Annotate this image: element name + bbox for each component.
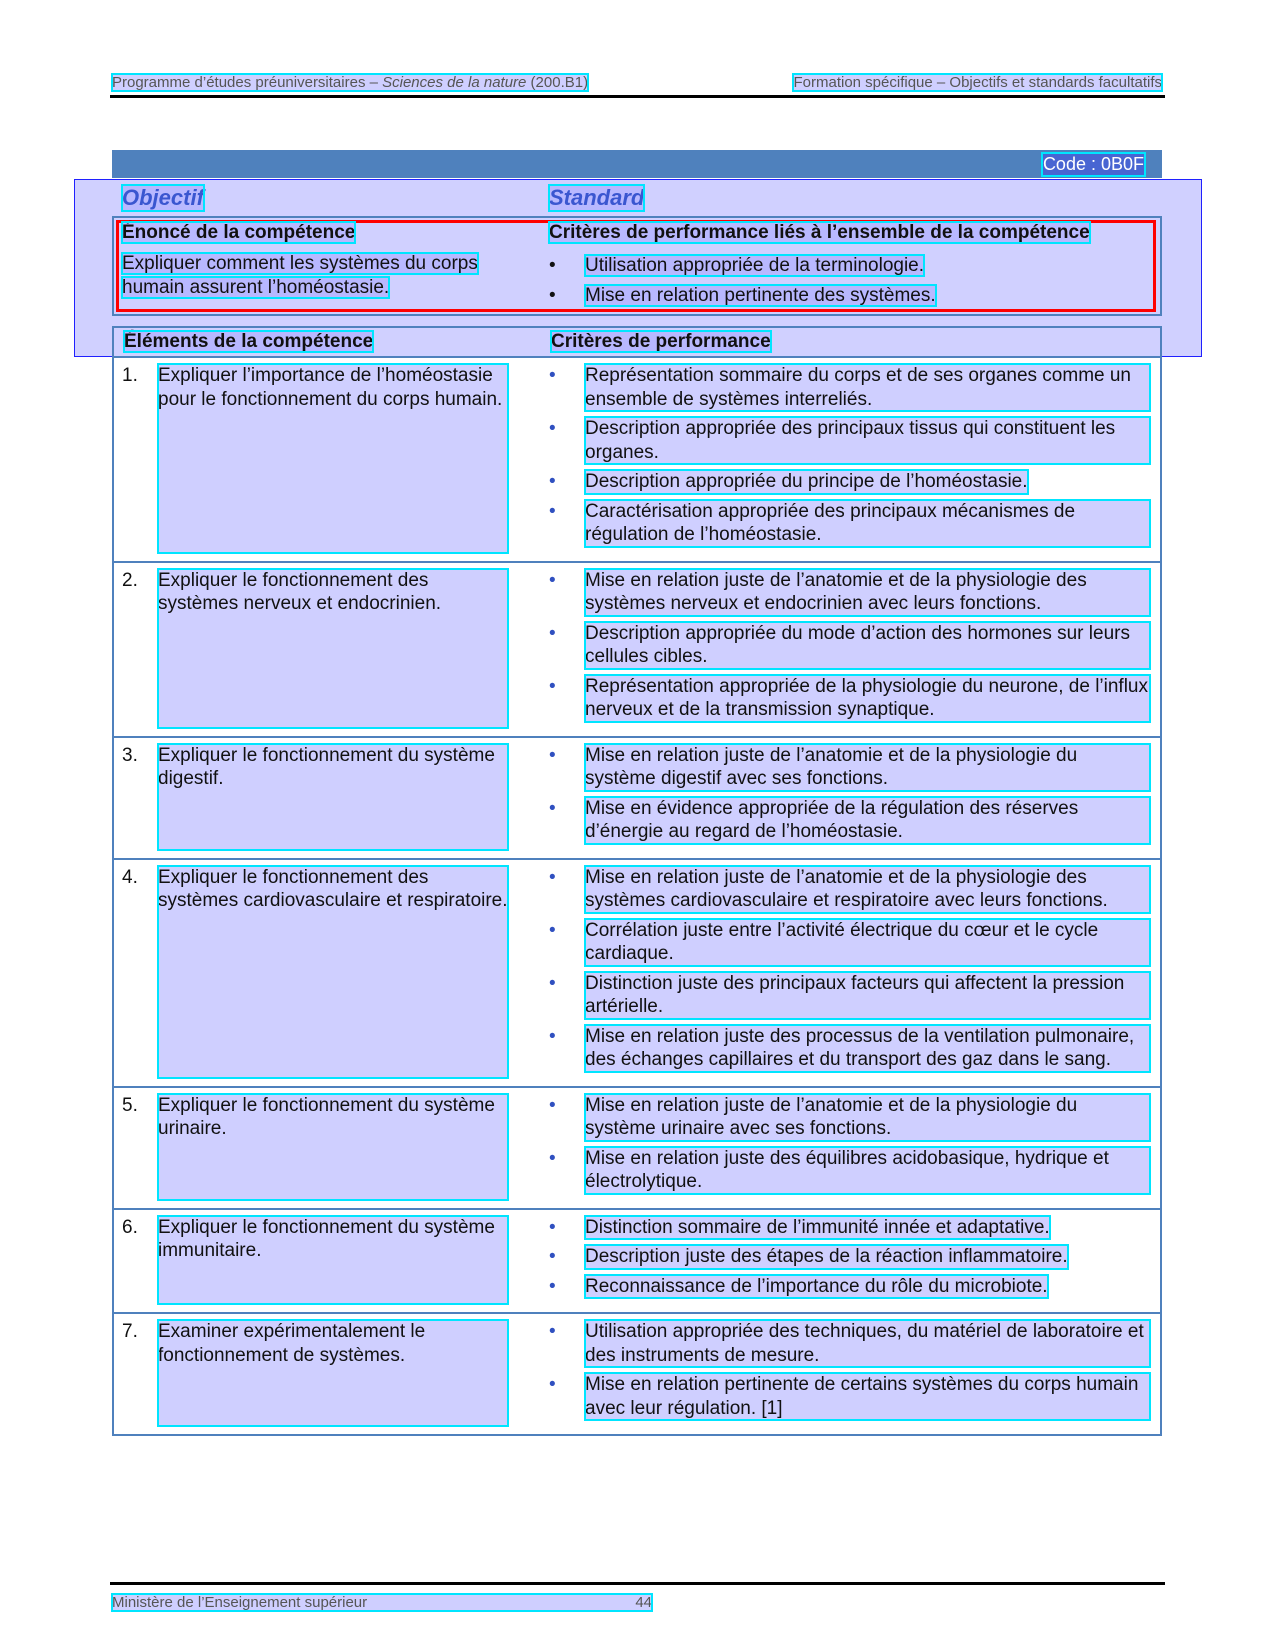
- bullet-icon: •: [549, 972, 556, 994]
- element-number: 1.: [122, 365, 138, 386]
- criteria-list: [549, 1216, 1160, 1305]
- criteria-list: [549, 866, 1160, 1078]
- table-row: [114, 1210, 1160, 1315]
- criterion-item: [549, 470, 1150, 494]
- criterion-text: Mise en relation juste de l’anatomie et de la physiologie du système urinaire avec ses fonctions.: [585, 1094, 1150, 1141]
- criterion-item: [549, 1216, 1150, 1240]
- criteria-list: [549, 364, 1160, 553]
- standard-label: Standard: [549, 185, 645, 210]
- criterion-item: [549, 622, 1150, 669]
- element-text: Expliquer le fonctionnement du système urinaire.: [158, 1094, 508, 1200]
- element-number: 6.: [122, 1216, 138, 1238]
- bullet-icon: •: [549, 1275, 556, 1297]
- criterion-text: Description juste des étapes de la réaction inflammatoire.: [585, 1246, 1068, 1267]
- criterion-text: Mise en évidence appropriée de la régulation des réserves d’énergie au regard de l’homéostasie.: [585, 797, 1150, 844]
- criterion: Mise en relation pertinente des systèmes.: [585, 285, 936, 306]
- element-text: Expliquer le fonctionnement du système immunitaire.: [158, 1216, 508, 1305]
- bullet-icon: •: [549, 1246, 556, 1267]
- element-text: Examiner expérimentalement le fonctionnement de systèmes.: [158, 1320, 508, 1426]
- competency-element: [114, 866, 549, 1078]
- criterion-text: Distinction sommaire de l’immunité innée et adaptative.: [585, 1216, 1050, 1238]
- criterion-item: [549, 1320, 1150, 1367]
- element-number: 4.: [122, 866, 138, 888]
- element-text: Expliquer le fonctionnement des systèmes cardiovasculaire et respiratoire.: [158, 866, 508, 1078]
- competency-element: [114, 1320, 549, 1426]
- criterion-item: [549, 1275, 1150, 1299]
- page-footer: [112, 1594, 652, 1611]
- bullet-icon: •: [549, 1374, 556, 1395]
- bullet-icon: •: [549, 919, 556, 941]
- element-number: 3.: [122, 744, 138, 766]
- header-program: Programme d’études préuniversitaires – Sciences de la nature (200.B1): [112, 74, 589, 91]
- elements-table-header: [114, 328, 1160, 358]
- bullet-icon: •: [549, 1147, 556, 1169]
- criterion-item: [549, 1094, 1150, 1141]
- bullet-icon: •: [549, 255, 556, 276]
- criterion: Utilisation appropriée de la terminologie.: [585, 255, 925, 276]
- bullet-icon: •: [549, 744, 556, 766]
- criterion-text: Mise en relation juste de l’anatomie et de la physiologie du système digestif avec ses fonctions.: [585, 744, 1150, 791]
- element-text: Expliquer le fonctionnement des systèmes nerveux et endocrinien.: [158, 569, 508, 728]
- table-row: [114, 1088, 1160, 1210]
- element-text: Expliquer le fonctionnement du système digestif.: [158, 744, 508, 850]
- header-section: Formation spécifique – Objectifs et standards facultatifs: [793, 74, 1162, 91]
- element-text: Expliquer l’importance de l’homéostasie pour le fonctionnement du corps humain.: [158, 364, 508, 553]
- criterion-text: Description appropriée du mode d’action des hormones sur leurs cellules cibles.: [585, 622, 1150, 669]
- criterion-item: [549, 972, 1150, 1019]
- criterion-text: Reconnaissance de l’importance du rôle du microbiote.: [585, 1275, 1048, 1297]
- competency-element: [114, 569, 549, 728]
- criterion-item: [549, 866, 1150, 913]
- footer-ministry: Ministère de l’Enseignement supérieur: [112, 1594, 368, 1611]
- criteria-list: [549, 744, 1160, 850]
- bullet-icon: •: [549, 365, 556, 386]
- criterion-text: Mise en relation pertinente de certains systèmes du corps humain avec leur régulation. [1]: [585, 1373, 1150, 1420]
- enonce-line: humain assurent l’homéostasie.: [122, 277, 390, 298]
- competency-element: [114, 1216, 549, 1305]
- bullet-icon: •: [549, 675, 556, 697]
- bullet-icon: •: [549, 1216, 556, 1238]
- bullet-icon: •: [549, 471, 556, 492]
- bullet-icon: •: [549, 1321, 556, 1342]
- enonce-header: Énoncé de la compétence: [122, 222, 356, 243]
- elements-header: Éléments de la compétence: [124, 331, 374, 352]
- competency-element: [114, 364, 549, 553]
- criterion-text: Mise en relation juste des processus de la ventilation pulmonaire, des échanges capillaires et du transport des gaz dans le sang.: [585, 1025, 1150, 1072]
- header-rule: [110, 95, 1165, 98]
- elements-table: [112, 326, 1162, 1436]
- table-row: [114, 738, 1160, 860]
- competency-code: Code : 0B0F: [1042, 154, 1144, 174]
- criteres-header: Critères de performance: [551, 331, 771, 352]
- bullet-icon: •: [549, 500, 556, 522]
- criterion-item: [549, 675, 1150, 722]
- code-bar: [112, 150, 1162, 178]
- criteria-list: [549, 1320, 1160, 1426]
- criterion-item: [549, 1147, 1150, 1194]
- bullet-icon: •: [549, 797, 556, 819]
- table-row: [114, 1314, 1160, 1434]
- element-number: 2.: [122, 569, 138, 591]
- table-row: [114, 358, 1160, 563]
- bullet-icon: •: [549, 285, 556, 306]
- bullet-icon: •: [549, 622, 556, 644]
- criteres-ensemble-header: Critères de performance liés à l’ensemble de la compétence: [549, 222, 1090, 243]
- criterion-text: Représentation appropriée de la physiologie du neurone, de l’influx nerveux et de la transmission synaptique.: [585, 675, 1148, 720]
- criterion-text: Description appropriée des principaux tissus qui constituent les organes.: [585, 417, 1150, 464]
- criterion-text: Mise en relation juste de l’anatomie et de la physiologie des systèmes cardiovasculaire et respiratoire avec leurs fonctions.: [585, 866, 1150, 913]
- criterion-item: [549, 569, 1150, 616]
- bullet-icon: •: [549, 418, 556, 439]
- criterion-text: Description appropriée du principe de l’homéostasie.: [585, 471, 1028, 492]
- footer-rule: [110, 1582, 1165, 1585]
- bullet-icon: •: [549, 1094, 556, 1116]
- table-row: [114, 860, 1160, 1088]
- criterion-item: [549, 364, 1150, 411]
- criterion-item: [549, 1373, 1150, 1420]
- criterion-item: [549, 744, 1150, 791]
- competency-element: [114, 744, 549, 850]
- competency-element: [114, 1094, 549, 1200]
- element-number: 7.: [122, 1321, 138, 1342]
- criterion-item: [549, 1025, 1150, 1072]
- enonce-line: Expliquer comment les systèmes du corps: [122, 253, 478, 274]
- table-row: [114, 563, 1160, 738]
- criterion-item: [549, 500, 1150, 547]
- criterion-item: [549, 797, 1150, 844]
- criterion-text: Mise en relation juste des équilibres acidobasique, hydrique et électrolytique.: [585, 1147, 1150, 1194]
- criterion-text: Caractérisation appropriée des principaux mécanismes de régulation de l’homéostasie.: [585, 500, 1150, 547]
- page-number: 44: [635, 1594, 652, 1611]
- criterion-item: [549, 1245, 1150, 1269]
- criterion-text: Corrélation juste entre l’activité électrique du cœur et le cycle cardiaque.: [585, 919, 1150, 966]
- criterion-item: [549, 919, 1150, 966]
- page-header: [112, 74, 1162, 91]
- bullet-icon: •: [549, 866, 556, 888]
- bullet-icon: •: [549, 569, 556, 591]
- criterion-text: Représentation sommaire du corps et de ses organes comme un ensemble de systèmes interreliés.: [585, 364, 1150, 411]
- bullet-icon: •: [549, 1025, 556, 1047]
- criterion-text: Utilisation appropriée des techniques, du matériel de laboratoire et des instruments de mesure.: [585, 1320, 1150, 1367]
- criteria-list: [549, 1094, 1160, 1200]
- element-number: 5.: [122, 1094, 138, 1116]
- criterion-item: [549, 417, 1150, 464]
- criterion-text: Distinction juste des principaux facteurs qui affectent la pression artérielle.: [585, 972, 1150, 1019]
- criterion-text: Mise en relation juste de l’anatomie et de la physiologie des systèmes nerveux et endocrinien avec leurs fonctions.: [585, 569, 1150, 616]
- criteria-list: [549, 569, 1160, 728]
- objectif-label: Objectif: [122, 185, 204, 210]
